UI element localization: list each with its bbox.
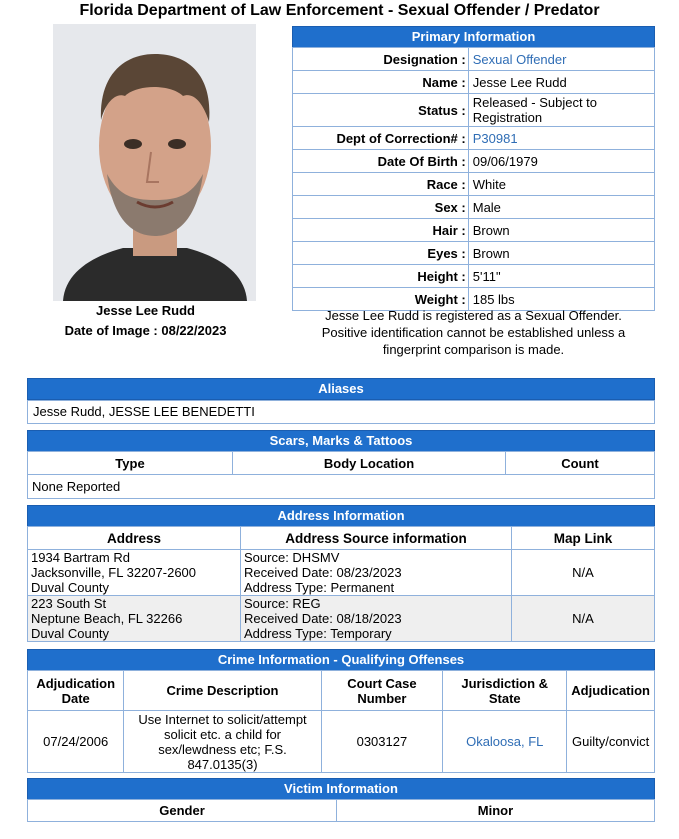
crime-adjudication: Guilty/convict: [567, 711, 655, 773]
doc-link[interactable]: P30981: [468, 127, 654, 150]
address-cell: [28, 550, 241, 596]
identification-note: [292, 307, 655, 358]
eyes-value: Brown: [468, 242, 654, 265]
name-row: [293, 71, 655, 94]
scars-value: None Reported: [28, 475, 655, 499]
address-source-cell: [241, 550, 512, 596]
address-line: 1934 Bartram Rd: [31, 550, 130, 565]
crime-table: [27, 670, 655, 773]
hair-label: Hair :: [293, 219, 469, 242]
address-type: Address Type: Temporary: [244, 626, 392, 641]
weight-label: Weight :: [293, 288, 469, 311]
victim-col-gender: Gender: [28, 800, 337, 822]
victim-col-minor: Minor: [337, 800, 655, 822]
doc-row: [293, 127, 655, 150]
note-line: Jesse Lee Rudd is registered as a Sexual Offender.: [325, 308, 622, 323]
note-line: fingerprint comparison is made.: [382, 342, 565, 357]
crime-jurisdiction-link[interactable]: Okaloosa, FL: [443, 711, 567, 773]
hair-value: Brown: [468, 219, 654, 242]
scars-header: Scars, Marks & Tattoos: [27, 430, 655, 452]
name-label: Name :: [293, 71, 469, 94]
scars-col-location: Body Location: [233, 452, 506, 475]
scars-col-type: Type: [28, 452, 233, 475]
victim-header: Victim Information: [27, 778, 655, 800]
primary-info-table: [292, 47, 655, 311]
address-received: Received Date: 08/23/2023: [244, 565, 402, 580]
race-label: Race :: [293, 173, 469, 196]
aliases-header: Aliases: [27, 378, 655, 400]
person-portrait-icon: [53, 24, 256, 301]
primary-info-header: Primary Information: [292, 26, 655, 48]
eyes-label: Eyes :: [293, 242, 469, 265]
address-line: Duval County: [31, 626, 110, 641]
address-row: [28, 550, 655, 596]
crime-col-case: Court Case Number: [321, 671, 443, 711]
photo-date: Date of Image : 08/22/2023: [64, 323, 227, 338]
designation-link[interactable]: Sexual Offender: [468, 48, 654, 71]
doc-label: Dept of Correction# :: [293, 127, 469, 150]
race-value: White: [468, 173, 654, 196]
address-row: [28, 596, 655, 642]
status-label: Status :: [293, 94, 469, 127]
sex-value: Male: [468, 196, 654, 219]
dob-row: [293, 150, 655, 173]
sex-row: [293, 196, 655, 219]
offender-photo: [53, 24, 256, 301]
crime-header: Crime Information - Qualifying Offenses: [27, 649, 655, 671]
address-col-address: Address: [28, 527, 241, 550]
photo-name: Jesse Lee Rudd: [96, 303, 195, 318]
crime-col-adj-date: Adjudication Date: [28, 671, 124, 711]
address-col-source: Address Source information: [241, 527, 512, 550]
dob-value: 09/06/1979: [468, 150, 654, 173]
eyes-row: [293, 242, 655, 265]
crime-date: 07/24/2006: [28, 711, 124, 773]
designation-row: [293, 48, 655, 71]
address-source: Source: DHSMV: [244, 550, 340, 565]
dob-label: Date Of Birth :: [293, 150, 469, 173]
address-source-cell: [241, 596, 512, 642]
height-value: 5'11": [468, 265, 654, 288]
page-title: Florida Department of Law Enforcement - Sexual Offender / Predator: [79, 2, 600, 19]
address-header: Address Information: [27, 505, 655, 527]
crime-col-jurisdiction: Jurisdiction & State: [443, 671, 567, 711]
status-row: [293, 94, 655, 127]
note-line: Positive identification cannot be established unless a: [321, 325, 626, 340]
height-label: Height :: [293, 265, 469, 288]
race-row: [293, 173, 655, 196]
address-line: 223 South St: [31, 596, 107, 611]
crime-col-adjudication: Adjudication: [567, 671, 655, 711]
address-received: Received Date: 08/18/2023: [244, 611, 402, 626]
sex-label: Sex :: [293, 196, 469, 219]
scars-table: [27, 451, 655, 499]
name-value: Jesse Lee Rudd: [468, 71, 654, 94]
address-type: Address Type: Permanent: [244, 580, 395, 595]
victim-table: [27, 799, 655, 822]
address-line: Duval County: [31, 580, 110, 595]
hair-row: [293, 219, 655, 242]
crime-col-desc: Crime Description: [124, 671, 321, 711]
address-line: Jacksonville, FL 32207-2600: [31, 565, 197, 580]
height-row: [293, 265, 655, 288]
weight-value: 185 lbs: [468, 288, 654, 311]
map-link: N/A: [512, 596, 655, 642]
address-col-map: Map Link: [512, 527, 655, 550]
scars-col-count: Count: [506, 452, 655, 475]
designation-label: Designation :: [293, 48, 469, 71]
crime-case-number: 0303127: [321, 711, 443, 773]
crime-description: Use Internet to solicit/attempt solicit etc. a child for sex/lewdness etc; F.S. 847.0135(3): [124, 711, 321, 773]
aliases-value: Jesse Rudd, JESSE LEE BENEDETTI: [27, 400, 655, 424]
crime-row: [28, 711, 655, 773]
address-source: Source: REG: [244, 596, 321, 611]
status-value: Released - Subject to Registration: [468, 94, 654, 127]
address-table: [27, 526, 655, 642]
address-line: Neptune Beach, FL 32266: [31, 611, 183, 626]
map-link: N/A: [512, 550, 655, 596]
address-cell: [28, 596, 241, 642]
